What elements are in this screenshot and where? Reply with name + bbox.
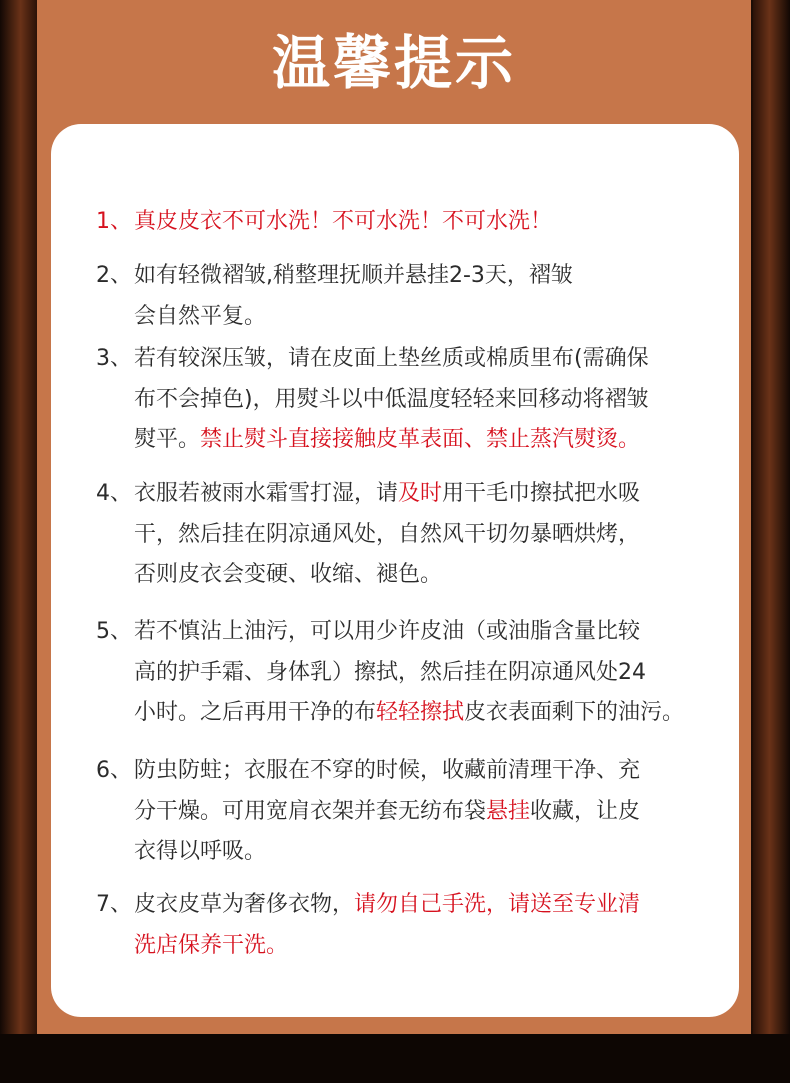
- tip-highlight-text: 轻轻擦拭: [376, 700, 465, 725]
- tip-line: [96, 832, 736, 873]
- tip-highlight-text: 真皮皮衣不可水洗！不可水洗！不可水洗！: [134, 209, 553, 234]
- tip-text: 熨平。: [134, 427, 201, 452]
- tip-highlight-text: 悬挂: [486, 798, 531, 824]
- tip-line: [96, 751, 736, 792]
- tip-number: 3、: [96, 346, 132, 371]
- tip-line: [96, 926, 736, 967]
- tip-line: [96, 202, 736, 243]
- tip-number: 1、: [96, 209, 132, 234]
- tip-line: [96, 256, 736, 297]
- tip-text: 衣得以呼吸。: [134, 839, 267, 864]
- tip-line: [96, 515, 736, 556]
- tip-text: 若不慎沾上油污，可以用少许皮油（或油脂含量比较: [134, 619, 641, 644]
- tip-text: 布不会掉色)，用熨斗以中低温度轻轻来回移动将褶皱: [134, 386, 649, 412]
- tip-number: 2、: [96, 263, 132, 288]
- tip-item-6: [96, 751, 736, 873]
- tip-item-1: [96, 202, 736, 243]
- tip-item-5: [96, 612, 736, 734]
- tip-line: [96, 380, 736, 421]
- tip-line: [96, 474, 736, 515]
- tip-highlight-text: 洗店保养干洗。: [134, 932, 289, 958]
- tip-text: 小时。之后再用干净的布: [134, 700, 377, 725]
- tip-text: 干，然后挂在阴凉通风处，自然风干切勿暴晒烘烤，: [134, 521, 641, 547]
- tip-line: [96, 792, 736, 833]
- tip-text: 分干燥。可用宽肩衣架并套无纺布袋: [134, 798, 487, 824]
- tip-text: 皮衣皮草为奢侈衣物，: [134, 892, 355, 917]
- tip-number: 4、: [96, 481, 132, 506]
- tip-text: 若有较深压皱，请在皮面上垫丝质或棉质里布(需确保: [134, 346, 649, 371]
- tip-text: 会自然平复。: [134, 303, 267, 329]
- tip-item-2: [96, 256, 736, 337]
- tip-item-3: [96, 339, 736, 461]
- tip-highlight-text: 及时: [398, 481, 443, 506]
- background-edge-right: [753, 0, 790, 1083]
- tip-highlight-text: 请勿自己手洗，请送至专业清: [354, 892, 641, 917]
- tip-text: 皮衣表面剩下的油污。: [464, 700, 685, 725]
- tip-number: 7、: [96, 892, 132, 917]
- tip-text: 收藏，让皮: [530, 798, 641, 824]
- tip-text: 否则皮衣会变硬、收缩、褪色。: [134, 562, 443, 587]
- tip-line: [96, 420, 736, 461]
- tip-number: 6、: [96, 758, 132, 783]
- tip-line: [96, 555, 736, 596]
- tip-number: 5、: [96, 619, 132, 644]
- tip-item-4: [96, 474, 736, 596]
- tip-line: [96, 297, 736, 338]
- background-edge-left: [0, 0, 37, 1083]
- tip-text: 高的护手霜、身体乳）擦拭，然后挂在阴凉通风处24: [134, 659, 646, 685]
- tip-highlight-text: 禁止熨斗直接接触皮革表面、禁止蒸汽熨烫。: [200, 427, 641, 452]
- page-title: 温馨提示: [271, 29, 516, 97]
- tip-text: 衣服若被雨水霜雪打湿，请: [134, 481, 399, 506]
- tip-text: 如有轻微褶皱,稍整理抚顺并悬挂2-3天，褶皱: [134, 263, 573, 288]
- tip-line: [96, 653, 736, 694]
- tip-text: 防虫防蛀；衣服在不穿的时候，收藏前清理干净、充: [134, 758, 641, 783]
- tip-line: [96, 693, 736, 734]
- tip-line: [96, 612, 736, 653]
- tip-line: [96, 339, 736, 380]
- tip-text: 用干毛巾擦拭把水吸: [442, 481, 641, 506]
- bottom-bar: [0, 1034, 790, 1083]
- tip-item-7: [96, 885, 736, 966]
- tip-line: [96, 885, 736, 926]
